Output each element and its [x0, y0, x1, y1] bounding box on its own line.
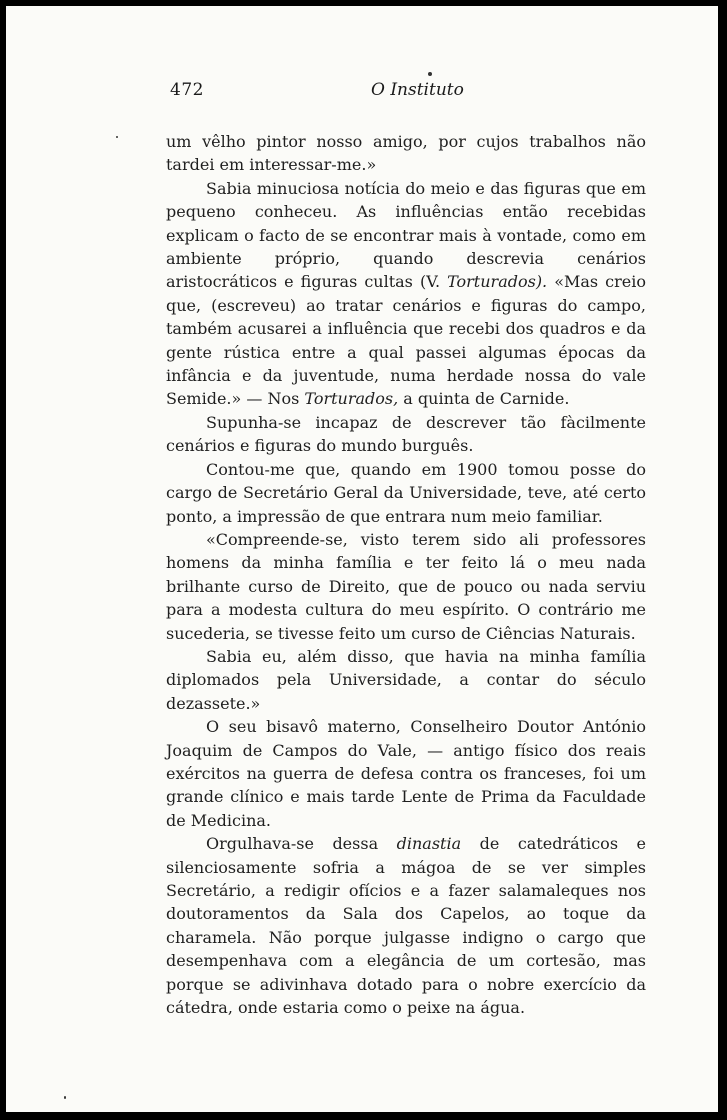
- print-speck: [64, 1096, 66, 1099]
- paragraph-6: [166, 645, 646, 715]
- paragraph-4-text: Contou-me que, quando em 1900 tomou posse do cargo de Secretário Geral da Universidade, teve, até certo ponto, a impressão de que entrara num meio familiar.: [166, 459, 646, 526]
- paragraph-8-text-a: Orgulhava-se dessa: [206, 834, 397, 854]
- print-speck: [428, 72, 432, 76]
- page-number: 472: [170, 80, 204, 100]
- paragraph-2: [166, 177, 646, 411]
- running-head: [170, 80, 610, 106]
- paragraph-2-text-b: «Mas creio que, (escreveu) ao tratar cenários e figuras do campo, também acusarei a influência que recebi dos quadros e da gente rústica entre a qual passei algumas épocas da infância e da juventude, numa herdade nossa do vale Semide.» — Nos: [166, 272, 646, 409]
- paragraph-8: [166, 832, 646, 1019]
- paragraph-5-text: «Compreende-se, visto terem sido ali professores homens da minha família e ter feito lá o meu nada brilhante curso de Direito, que de pouco ou nada serviu para a modesta cultura do meu espírito. O contrário me sucederia, se tivesse feito um curso de Ciências Naturais.: [166, 529, 646, 643]
- emphasis-dinastia: dinastia: [396, 834, 462, 854]
- paragraph-1: [166, 130, 646, 177]
- paragraph-2-text-c: a quinta de Carnide.: [398, 389, 570, 409]
- paragraph-4: [166, 458, 646, 528]
- book-title-torturados: Torturados).: [447, 272, 548, 292]
- book-title-torturados-2: Torturados,: [304, 389, 399, 409]
- paragraph-7: [166, 715, 646, 832]
- paragraph-5: [166, 528, 646, 645]
- journal-title: O Instituto: [371, 80, 464, 100]
- paragraph-2-text-a: Sabia minuciosa notícia do meio e das figuras que em pequeno conheceu. As influências então recebidas explicam o facto de se encontrar mais à vontade, como em ambiente próprio, quando descrevia cenários aristocráticos e figuras cultas (V.: [166, 178, 646, 292]
- paragraph-8-text-b: de catedráticos e silenciosamente sofria a mágoa de se ver simples Secretário, a redigir ofícios e a fazer salamaleques nos doutoramentos da Sala dos Capelos, ao toque da charamela. Não porque julgasse indigno o cargo que desempenhava com a elegância de um cortesão, mas porque se adivinhava dotado para o nobre exercício da cátedra, onde estaria como o peixe na água.: [166, 834, 646, 1018]
- paragraph-3: [166, 411, 646, 458]
- paragraph-6-text: Sabia eu, além disso, que havia na minha família diplomados pela Universidade, a contar do século dezassete.»: [166, 646, 646, 713]
- paragraph-3-text: Supunha-se incapaz de descrever tão fàcilmente cenários e figuras do mundo burguês.: [166, 412, 646, 456]
- book-page: [6, 6, 718, 1112]
- print-speck: [116, 136, 118, 138]
- paragraph-7-text: O seu bisavô materno, Conselheiro Doutor António Joaquim de Campos do Vale, — antigo físico dos reais exércitos na guerra de defesa contra os franceses, foi um grande clínico e mais tarde Lente de Prima da Faculdade de Medicina.: [166, 717, 646, 830]
- paragraph-1-text: um vêlho pintor nosso amigo, por cujos trabalhos não tardei em interessar-me.»: [166, 132, 646, 175]
- body-text: [166, 130, 646, 1019]
